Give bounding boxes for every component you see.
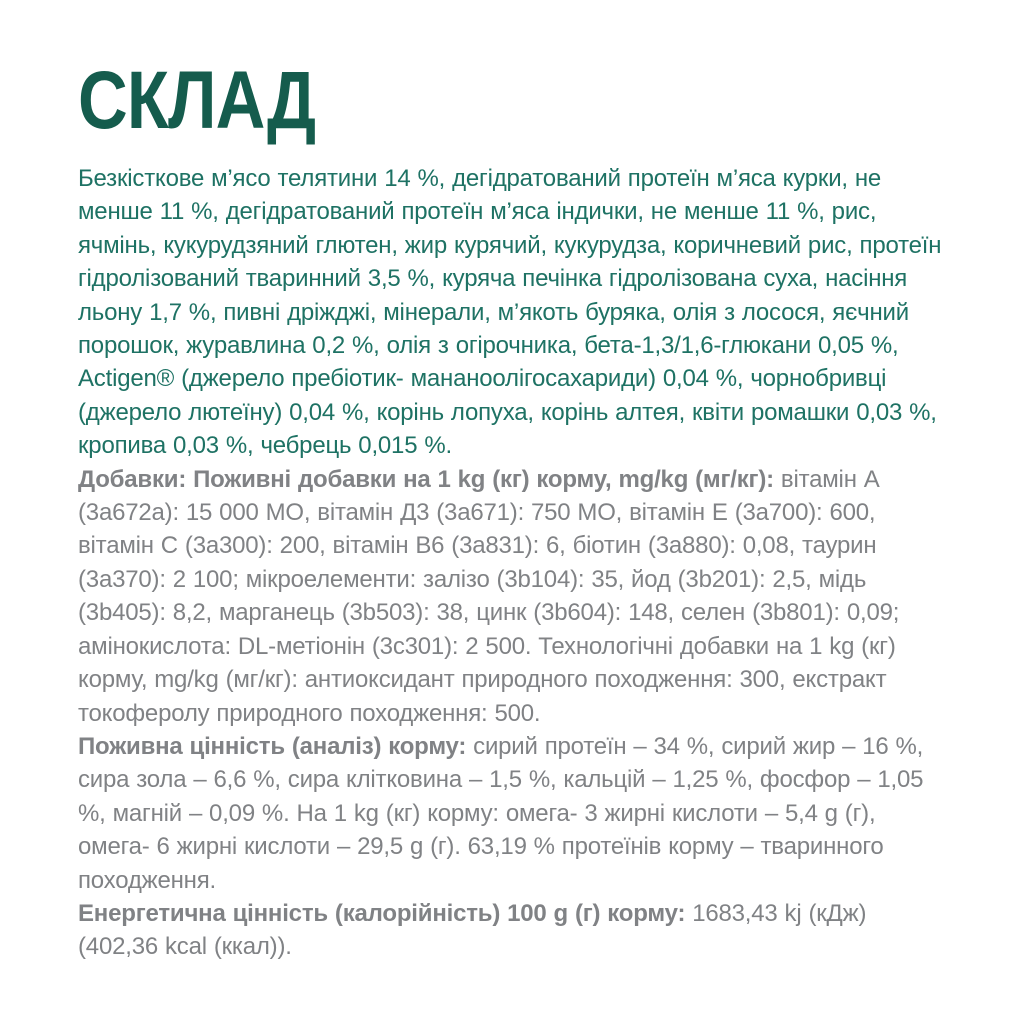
label-text-block bbox=[78, 162, 952, 964]
energy-label: Енергетична цінність (калорійність) 100 g (г) корму: bbox=[78, 899, 693, 927]
nutrition-text: сирий протеїн – 34 %, сирий жир – 16 %, сира зола – 6,6 %, сира клітковина – 1,5 %, кальцій – 1,25 %, фосфор – 1,05 %, магній – 0,09 %. На 1 kg (кг) корму: омега- 3 жирні кислоти – 5,4 g (г), омега- 6 жирні кислоти – 29,5 g (г). 63,19 % протеїнів корму – тваринного походження. bbox=[78, 732, 924, 894]
additives-label: Добавки: Поживні добавки на 1 kg (кг) корму, mg/kg (мг/кг): bbox=[78, 465, 781, 493]
additives-paragraph bbox=[78, 463, 952, 730]
energy-text: 1683,43 kj (кДж) (402,36 kcal (ккал)). bbox=[78, 899, 867, 961]
nutrition-label: Поживна цінність (аналіз) корму: bbox=[78, 732, 474, 760]
ingredients-paragraph bbox=[78, 162, 952, 463]
additives-text: вітамін A (3a672a): 15 000 МО, вітамін Д3 (3a671): 750 МО, вітамін E (3a700): 600, вітамін C (3a300): 200, вітамін B6 (3a831): 6, біотин (3a880): 0,08, таурин (3a370): 2 100; мікроелементи: залізо (3b104): 35, йод (3b201): 2,5, мідь (3b405): 8,2, марганець (3b503): 38, цинк (3b604): 148, селен (3b801): 0,09; амінокислота: DL-метіонін (3c301): 2 500. Технологічні добавки на 1 kg (кг) корму, mg/kg (мг/кг): антиоксидант природного походження: 300, екстракт токоферолу природного походження: 500. bbox=[78, 465, 900, 727]
energy-paragraph bbox=[78, 897, 952, 964]
ingredients-text: Безкісткове м’ясо телятини 14 %, дегідратований протеїн м’яса курки, не менше 11 %, дегідратований протеїн м’яса індички, не менше 11 %, рис, ячмінь, кукурудзяний глютен, жир курячий, кукурудза, коричневий рис, протеїн гідролізований тваринний 3,5 %, куряча печінка гідролізована суха, насіння льону 1,7 %, пивні дріжджі, мінерали, м’якоть буряка, олія з лосося, яєчний порошок, журавлина 0,2 %, олія з огірочника, бета-1,3/1,6-глюкани 0,05 %, Actigen® (джерело пребіотик- мананоолігосахариди) 0,04 %, чорнобривці (джерело лютеїну) 0,04 %, корінь лопуха, корінь алтея, квіти ромашки 0,03 %, кропива 0,03 %, чебрець 0,015 %. bbox=[78, 165, 942, 460]
nutrition-paragraph bbox=[78, 730, 952, 897]
page-title: СКЛАД bbox=[78, 55, 316, 146]
